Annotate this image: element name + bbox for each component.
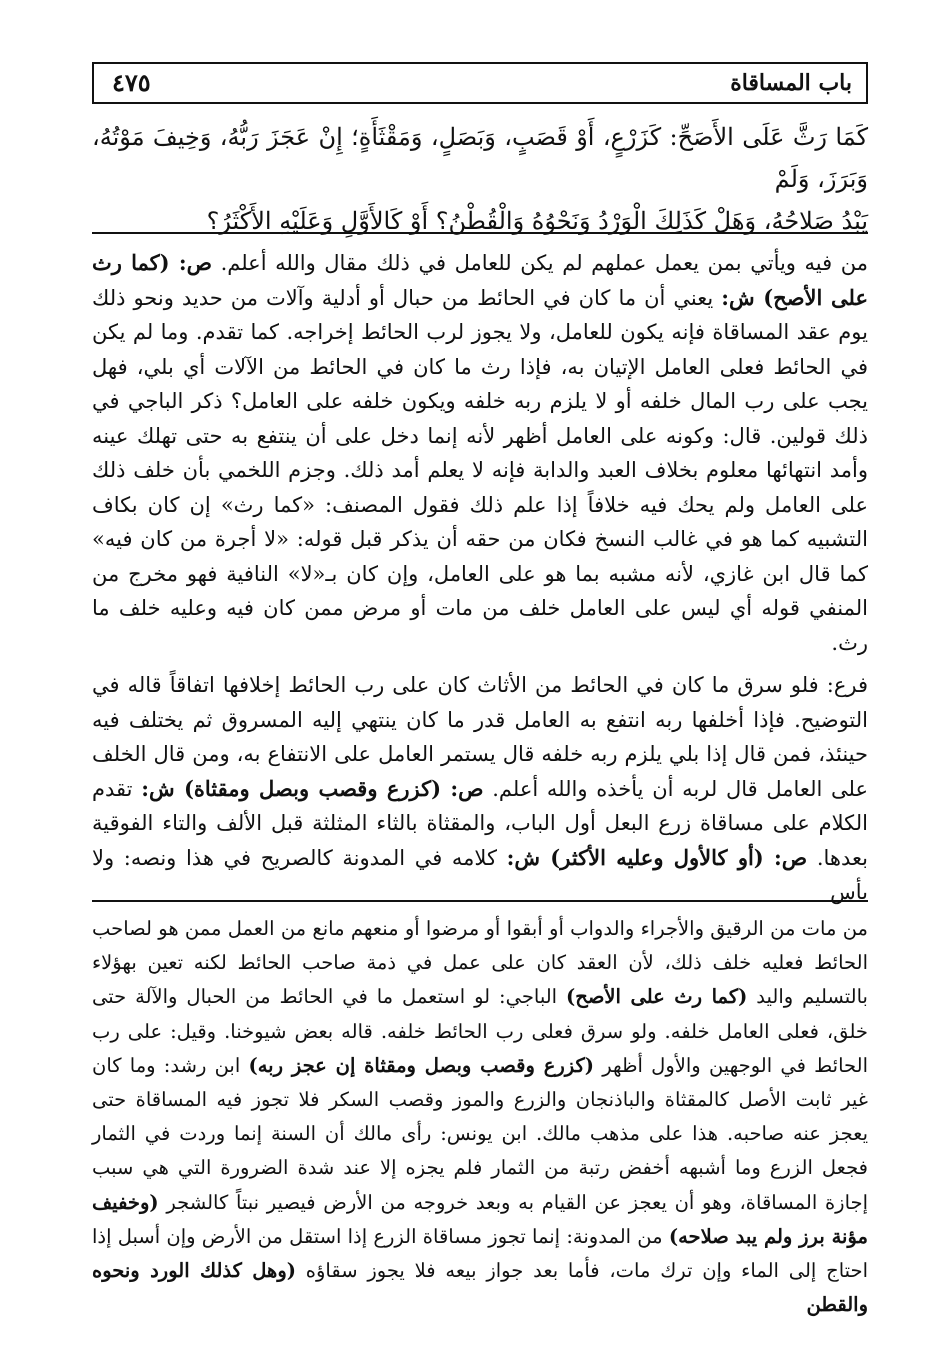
commentary-quote: ص: (كما رث على الأصح) ش: bbox=[92, 250, 868, 310]
chapter-title: باب المساقاة bbox=[730, 70, 852, 96]
matn-divider bbox=[92, 232, 868, 234]
commentary-text-run: فرع: فلو سرق ما كان في الحائط من الأثاث كان على رب الحائط إخلافها اتفاقاً قاله في التوضيح. فإذا أخلفها ربه انتفع به العامل قدر ما كان ينتهي إليه المسروق ثم يختلف فيه حينئذ، فمن قال إذا بلي يلزم ربه خلفه قال يستمر العامل على الانتفاع به، ومن قال الخلف على العامل قال لربه أن يأخذه والله أعلم. bbox=[92, 673, 869, 801]
matn-line: يَبْدُ صَلاحُهُ، وَهَلْ كَذَلِكَ الْوَرْدُ وَنَحْوُهُ وَالْقُطْنُ؟ أَوْ كَالأَوَّلِ وَعَلَيْهِ الأَكْثَرُ؟ bbox=[206, 207, 868, 235]
matn-line: كَمَا رَثَّ عَلَى الأَصَحِّ: كَزَرْعٍ، أَوْ قَصَبٍ، وَبَصَلٍ، وَمَقْثَأَةٍ؛ إِنْ عَجَزَ رَبُّهُ، وَخِيفَ مَوْتُهُ، وَبَرَزَ، وَلَمْ bbox=[92, 123, 868, 193]
footnote-divider bbox=[92, 900, 868, 902]
footnote-text-run: من مات من الرقيق والأجراء والدواب أو أبقوا أو مرضوا أو منعهم مانع من العمل ممن هو لصاحب الحائط فعليه خلف ذلك، لأن العقد كان على عمل في ذمة صاحب الحائط لكنه تعين بهؤلاء بالتسليم واليد bbox=[92, 917, 868, 1009]
commentary-paragraph bbox=[92, 246, 868, 660]
footnote-text-run: الباجي: لو استعمل ما في الحائط من الحبال والآلة حتى خلق، فعلى العامل خلفه. ولو سرق فعلى رب الحائط خلفه. قاله بعض شيوخنا. وقيل: على رب الحائط في الوجهين والأول أظهر bbox=[92, 985, 868, 1077]
footnote-quote: (كزرع وقصب وبصل ومقثاة إن عجز ربه) bbox=[248, 1053, 595, 1077]
footnote-quote: (كما رث على الأصح) bbox=[566, 985, 748, 1009]
footnote-text-run: ابن رشد: وما كان غير ثابت الأصل كالمقثاة والباذنجان والزرع والموز وقصب السكر فلا تجوز فيه المساقاة حتى يعجز عنه صاحبه. هذا على مذهب مالك. ابن يونس: رأى مالك أن السنة إنما وردت في الثمار فجعل الزرع وما أشبهه أخفض رتبة من الثمار فلم يجزه إلا عند شدة الضرورة التي هي سبب إجازة المساقاة، وهو أن يعجز عن القيام به وبعد خروجه من الأرض فيصير نبتاً كالشجر bbox=[92, 1053, 868, 1214]
commentary-text-run: كلامه في المدونة كالصريح في هذا ونصه: ولا بأس bbox=[92, 845, 868, 904]
commentary-text-run: يعني أن ما كان في الحائط من حبال أو أدلية وآلات من حديد ونحو ذلك يوم عقد المساقاة فإنه يكون للعامل، ولا يجوز لرب الحائط إخراجه. كما تقدم. وما لم يكن في الحائط فعلى العامل الإتيان به، فإذا رث ما كان في الحائط من الآلات أي بلي، فهل يجب على رب المال خلفه أو لا يلزم ربه خلفه ويكون خلفه على العامل؟ ذكر الباجي في ذلك قولين. قال: وكونه على العامل أظهر لأنه إنما دخل على أن ينتفع به حتى تهلك عينه وأمد انتهائها معلوم بخلاف العبد والدابة فإنه لا يعلم أمد ذلك. وجزم اللخمي بأن خلف ذلك على العامل ولم يحك فيه خلافاً إذا علم ذلك فقول المصنف: «كما رث» إن كان بكاف التشبيه كما هو في غالب النسخ فكان من حقه أن يذكر قبل قوله: «لا أجرة من كان فيه» كما قال ابن غازي، لأنه مشبه بما هو على العامل، وإن كان بـ«لا» النافية فهو مخرج من المنفي قوله أي ليس على العامل خلف من مات أو مرض ممن كان فيه وعليه خلف ما رث. bbox=[92, 285, 868, 655]
footnote-quote: (وخفيف مؤنة برز ولم يبد صلاحه) bbox=[92, 1190, 868, 1248]
commentary-text-run: من فيه ويأتي بمن يعمل عملهم لم يكن للعامل في ذلك مقال والله أعلم. bbox=[211, 251, 868, 275]
footnote-paragraph bbox=[92, 912, 868, 1322]
matn-text bbox=[92, 116, 868, 242]
commentary-text-run: تقدم الكلام على مساقاة زرع البعل أول الباب، والمقثاة بالثاء المثلثة قبل الألف والتاء الفوقية بعدها. bbox=[92, 776, 868, 870]
commentary-quote: ص: (كزرع وقصب وبصل ومقثاة) ش: bbox=[141, 775, 484, 801]
footnotes-text bbox=[92, 912, 868, 1322]
commentary-text bbox=[92, 246, 868, 910]
page-header bbox=[92, 62, 868, 104]
footnote-quote: (وهل كذلك الورد ونحوه والقطن bbox=[92, 1259, 868, 1317]
commentary-paragraph bbox=[92, 668, 868, 910]
page-number: ٤٧٥ bbox=[112, 68, 151, 97]
footnote-text-run: من المدونة: إنما تجوز مساقاة الزرع إذا استقل من الأرض وإن أسبل إذا احتاج إلى الماء وإن ترك مات، فأما بعد جواز بيعه فلا يجوز سقاؤه bbox=[92, 1224, 868, 1283]
commentary-quote: ص: (أو كالأول وعليه الأكثر) ش: bbox=[506, 844, 808, 870]
